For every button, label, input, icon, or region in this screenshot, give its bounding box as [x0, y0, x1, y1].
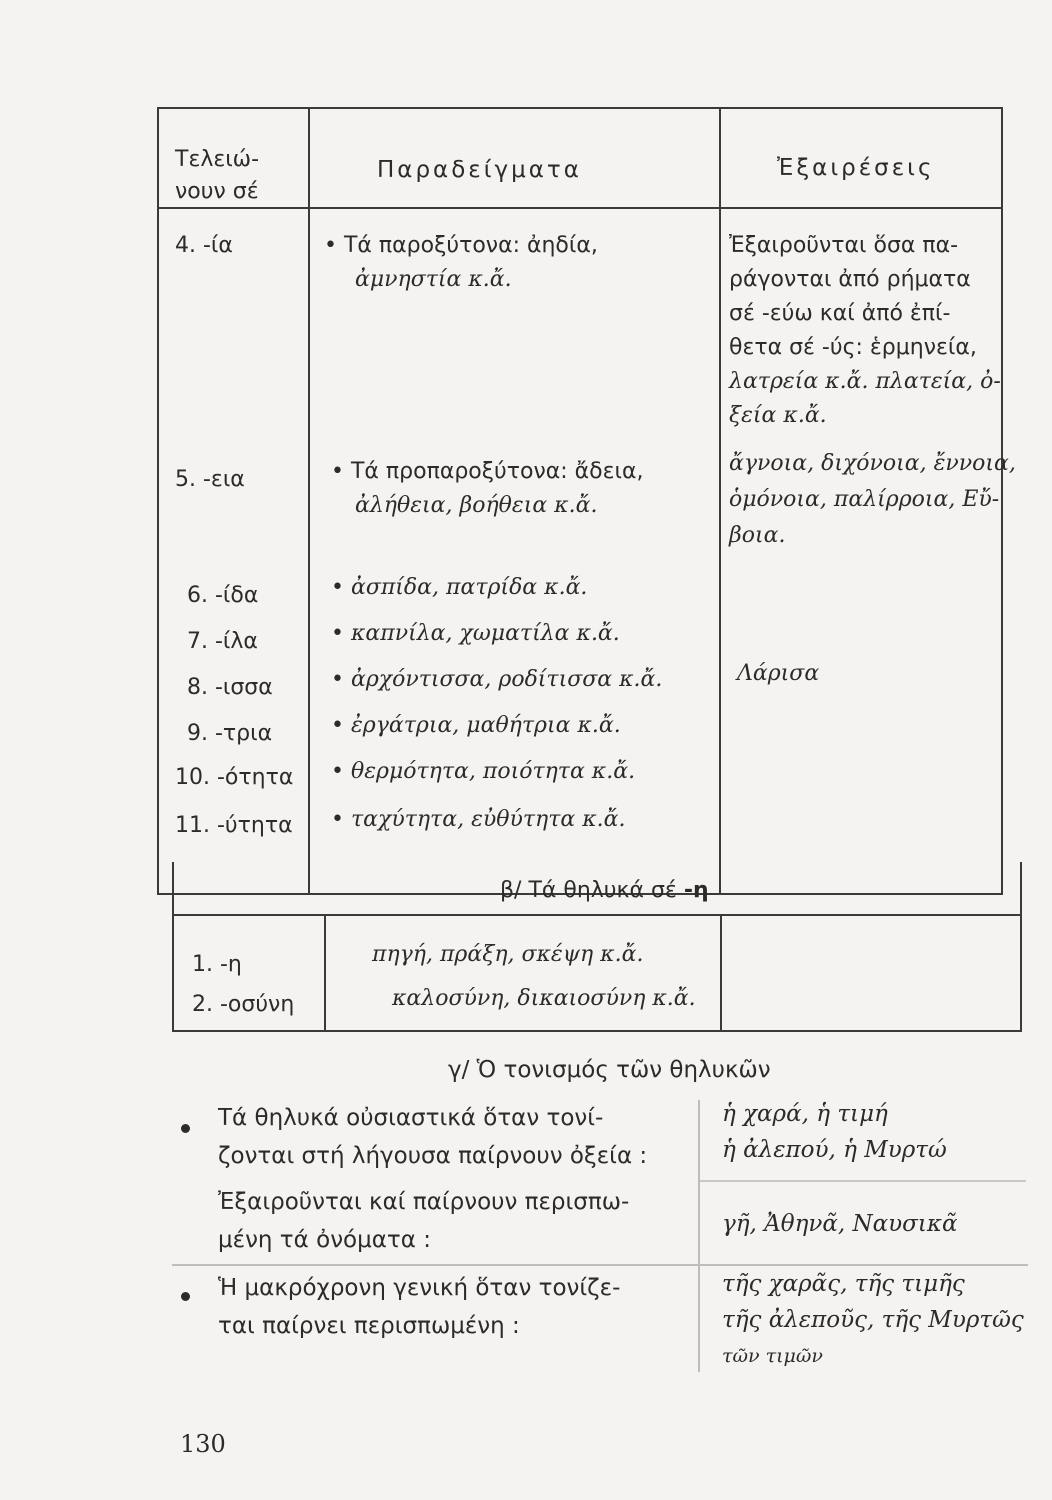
rule1-example: ἡ χαρά, ἡ τιμή — [722, 1101, 888, 1127]
endings-table — [157, 107, 1016, 895]
example-line: ἀμνηστία κ.ἄ. — [355, 267, 512, 292]
col-divider-2 — [719, 109, 721, 893]
exception-line: Ἐξαιροῦνται ὅσα πα- — [729, 233, 959, 258]
exception-line: ὁμόνοια, παλίρροια, Εὔ- — [729, 487, 1000, 512]
exception-line: ξεία κ.ἄ. — [729, 403, 827, 428]
exception-line: ἄγνοια, διχόνοια, ἔννοια, — [729, 451, 1016, 476]
header-exceptions: Ἐξαιρέσεις — [777, 155, 935, 181]
exception-larisa: Λάρισα — [737, 661, 820, 686]
rule1-exception-example: γῆ, Ἀθηνᾶ, Ναυσικᾶ — [722, 1211, 958, 1237]
ending-i: 1. -η — [192, 952, 242, 977]
header-divider — [159, 207, 1001, 209]
ending-otita: 10. -ότητα — [175, 765, 294, 790]
rule1-example: ἡ ἀλεπού, ἡ Μυρτώ — [722, 1137, 947, 1163]
rule2-example: τῶν τιμῶν — [722, 1345, 823, 1367]
header-endings-1: Τελειώ- — [175, 147, 260, 172]
section-c-title: γ/ Ὁ τονισμός τῶν θηλυκῶν — [448, 1057, 771, 1083]
rule2-example: τῆς χαρᾶς, τῆς τιμῆς — [722, 1271, 965, 1297]
rule2-line: Ἡ μακρόχρονη γενική ὅταν τονίζε- — [218, 1275, 621, 1301]
example-line: • ταχύτητα, εὐθύτητα κ.ἄ. — [331, 807, 626, 832]
header-endings-2: νουν σέ — [175, 179, 259, 204]
col-divider — [720, 916, 722, 1030]
example-line: • ἀσπίδα, πατρίδα κ.ἄ. — [331, 575, 588, 600]
rule2-example: τῆς ἀλεποῦς, τῆς Μυρτῶς — [722, 1307, 1024, 1333]
exception-line: βοια. — [729, 523, 786, 548]
ending-eia: 5. -εια — [175, 467, 245, 492]
example-line: • Τά παροξύτονα: ἀηδία, — [324, 233, 598, 258]
exception-line: ράγονται ἀπό ρήματα — [729, 267, 971, 292]
rule2-line: ται παίρνει περισπωμένη : — [218, 1313, 520, 1339]
example-line: • ἐργάτρια, μαθήτρια κ.ἄ. — [331, 713, 621, 738]
example-line: καλοσύνη, δικαιοσύνη κ.ἄ. — [392, 986, 696, 1011]
example-line: πηγή, πράξη, σκέψη κ.ἄ. — [372, 942, 644, 967]
section-b-table — [172, 914, 1022, 1032]
rule1-exception-line: μένη τά ὀνόματα : — [218, 1227, 431, 1253]
exception-line: θετα σέ -ύς: ἑρμηνεία, — [729, 335, 977, 360]
ending-osyni: 2. -οσύνη — [192, 992, 295, 1017]
header-examples: Παραδείγματα — [377, 157, 582, 183]
rule1-exception-line: Ἐξαιροῦνται καί παίρνουν περισπω- — [218, 1189, 630, 1215]
section-b-title-row — [172, 862, 1022, 914]
example-line: • θερμότητα, ποιότητα κ.ἄ. — [331, 759, 636, 784]
section-c-divider — [698, 1100, 700, 1372]
rule1-line: ζονται στή λήγουσα παίρνουν ὀξεία : — [218, 1143, 648, 1169]
section-b-title-text: β/ Τά θηλυκά σέ — [500, 878, 684, 903]
section-c-divider — [700, 1180, 1026, 1182]
section-b-title — [500, 874, 709, 908]
ending-ila: 7. -ίλα — [187, 629, 258, 654]
page-number: 130 — [180, 1430, 226, 1458]
example-line: • Τά προπαροξύτονα: ἄδεια, — [331, 459, 644, 484]
col-divider-1 — [308, 109, 310, 893]
rule1-line: Τά θηλυκά οὐσιαστικά ὅταν τονί- — [218, 1105, 604, 1131]
ending-ida: 6. -ίδα — [187, 583, 259, 608]
ending-ia: 4. -ία — [175, 233, 233, 258]
example-line: • καπνίλα, χωματίλα κ.ἄ. — [331, 621, 620, 646]
ending-issa: 8. -ισσα — [187, 675, 273, 700]
bullet-icon — [181, 1292, 190, 1301]
ending-tria: 9. -τρια — [187, 721, 273, 746]
ending-ytita: 11. -ύτητα — [175, 813, 293, 838]
exception-line: λατρεία κ.ἄ. πλατεία, ὀ- — [729, 369, 1001, 394]
col-divider — [324, 916, 326, 1030]
exception-line: σέ -εύω καί ἀπό ἐπί- — [729, 301, 951, 326]
example-line: • ἀρχόντισσα, ροδίτισσα κ.ἄ. — [331, 667, 663, 692]
section-b-title-bold: -η — [683, 878, 709, 903]
example-line: ἀλήθεια, βοήθεια κ.ἄ. — [355, 493, 598, 518]
bullet-icon — [181, 1124, 190, 1133]
